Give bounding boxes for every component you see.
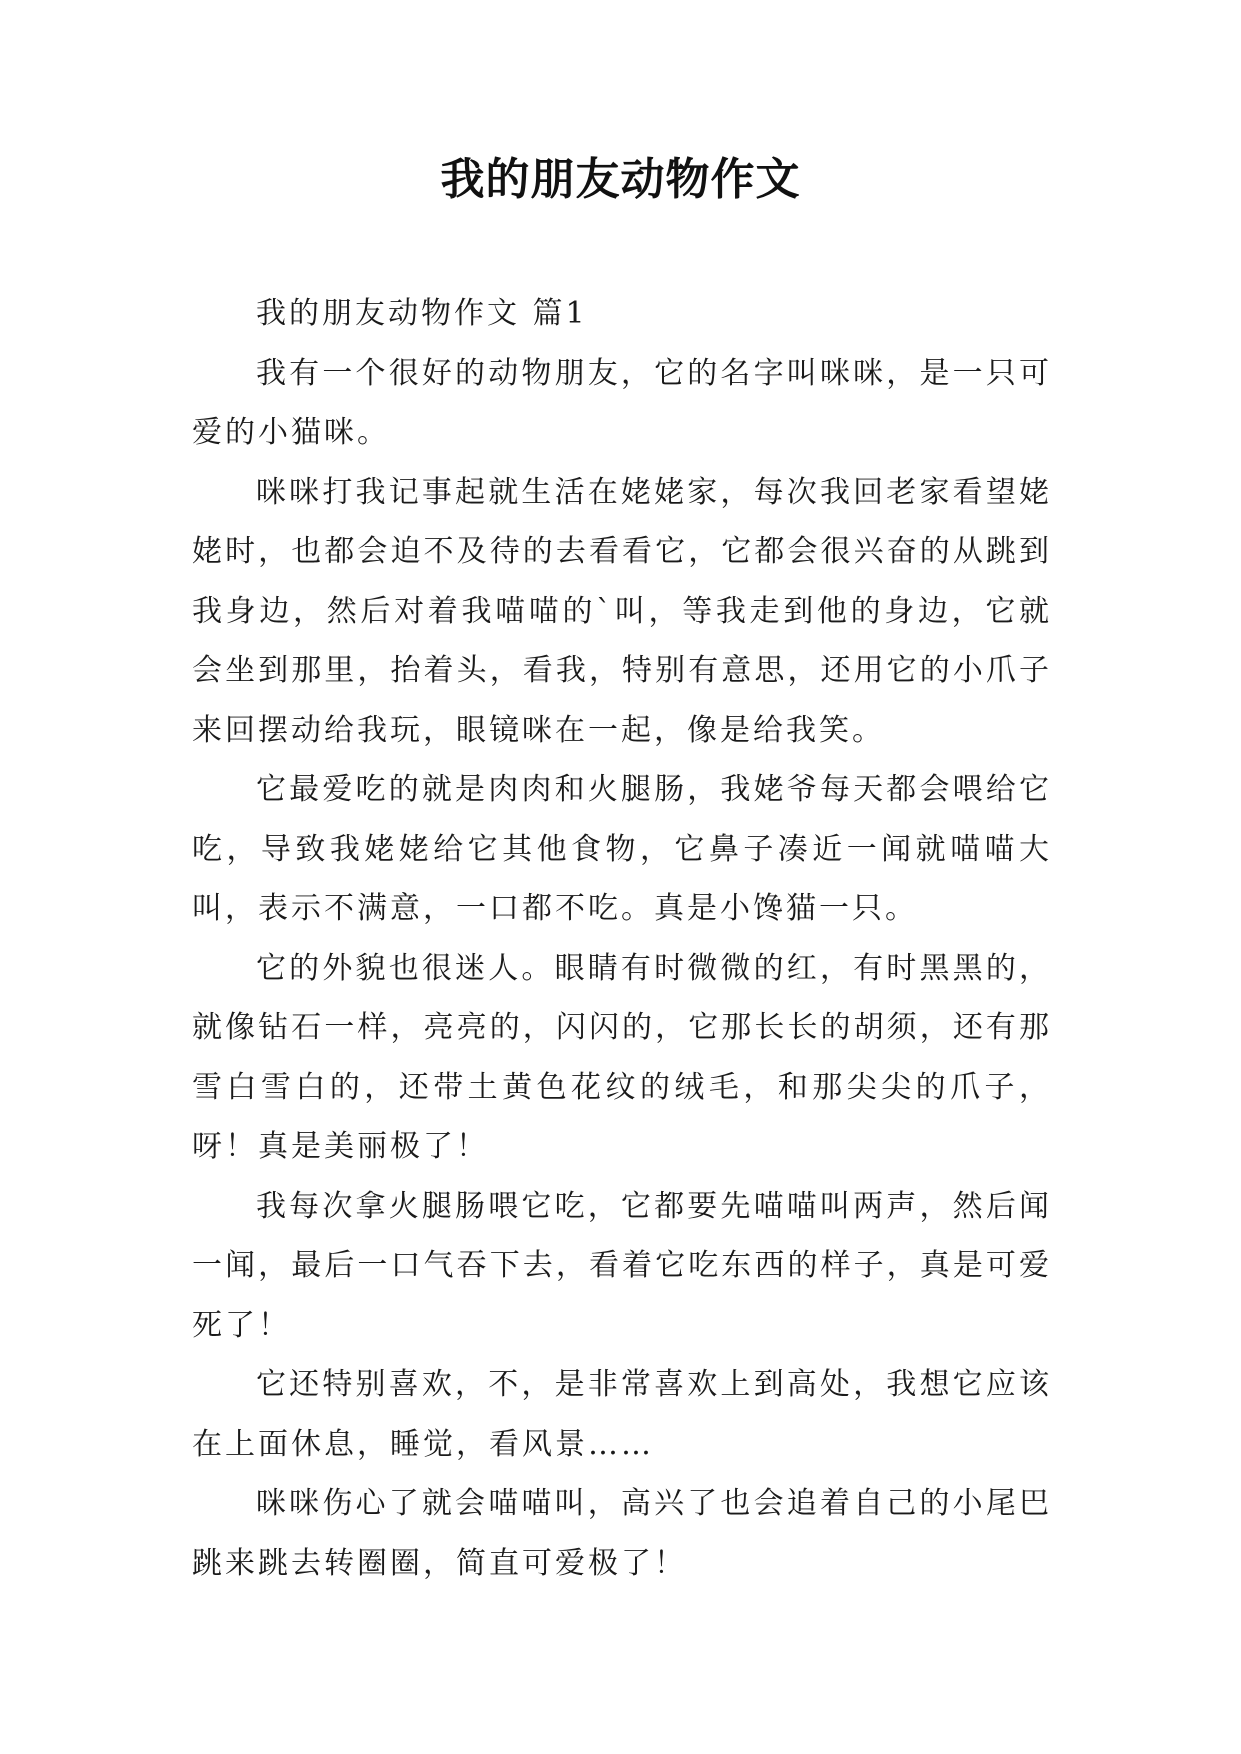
- paragraph: 它最爱吃的就是肉肉和火腿肠，我姥爷每天都会喂给它吃，导致我姥姥给它其他食物，它鼻子凑近一闻就喵喵大叫，表示不满意，一口都不吃。真是小馋猫一只。: [192, 772, 1052, 926]
- paragraph: 它的外貌也很迷人。眼睛有时微微的红，有时黑黑的，就像钻石一样，亮亮的，闪闪的，它那长长的胡须，还有那雪白雪白的，还带土黄色花纹的绒毛，和那尖尖的爪子，呀！真是美丽极了！: [192, 950, 1052, 1164]
- paragraph: 咪咪打我记事起就生活在姥姥家，每次我回老家看望姥姥时，也都会迫不及待的去看看它，它都会很兴奋的从跳到我身边，然后对着我喵喵的`叫，等我走到他的身边，它就会坐到那里，抬着头，看我，特别有意思，还用它的小爪子来回摆动给我玩，眼镜咪在一起，像是给我笑。: [192, 474, 1052, 748]
- paragraph: 咪咪伤心了就会喵喵叫，高兴了也会追着自己的小尾巴跳来跳去转圈圈，简直可爱极了！: [192, 1486, 1052, 1581]
- paragraph: 它还特别喜欢，不，是非常喜欢上到高处，我想它应该在上面休息，睡觉，看风景……: [192, 1367, 1052, 1462]
- paragraph: 我有一个很好的动物朋友，它的名字叫咪咪，是一只可爱的小猫咪。: [192, 355, 1052, 450]
- section-heading: 我的朋友动物作文 篇1: [256, 296, 588, 331]
- document-body: [192, 284, 1052, 1593]
- document-title: 我的朋友动物作文: [440, 154, 801, 205]
- paragraph: 我每次拿火腿肠喂它吃，它都要先喵喵叫两声，然后闻一闻，最后一口气吞下去，看着它吃东西的样子，真是可爱死了！: [192, 1188, 1052, 1343]
